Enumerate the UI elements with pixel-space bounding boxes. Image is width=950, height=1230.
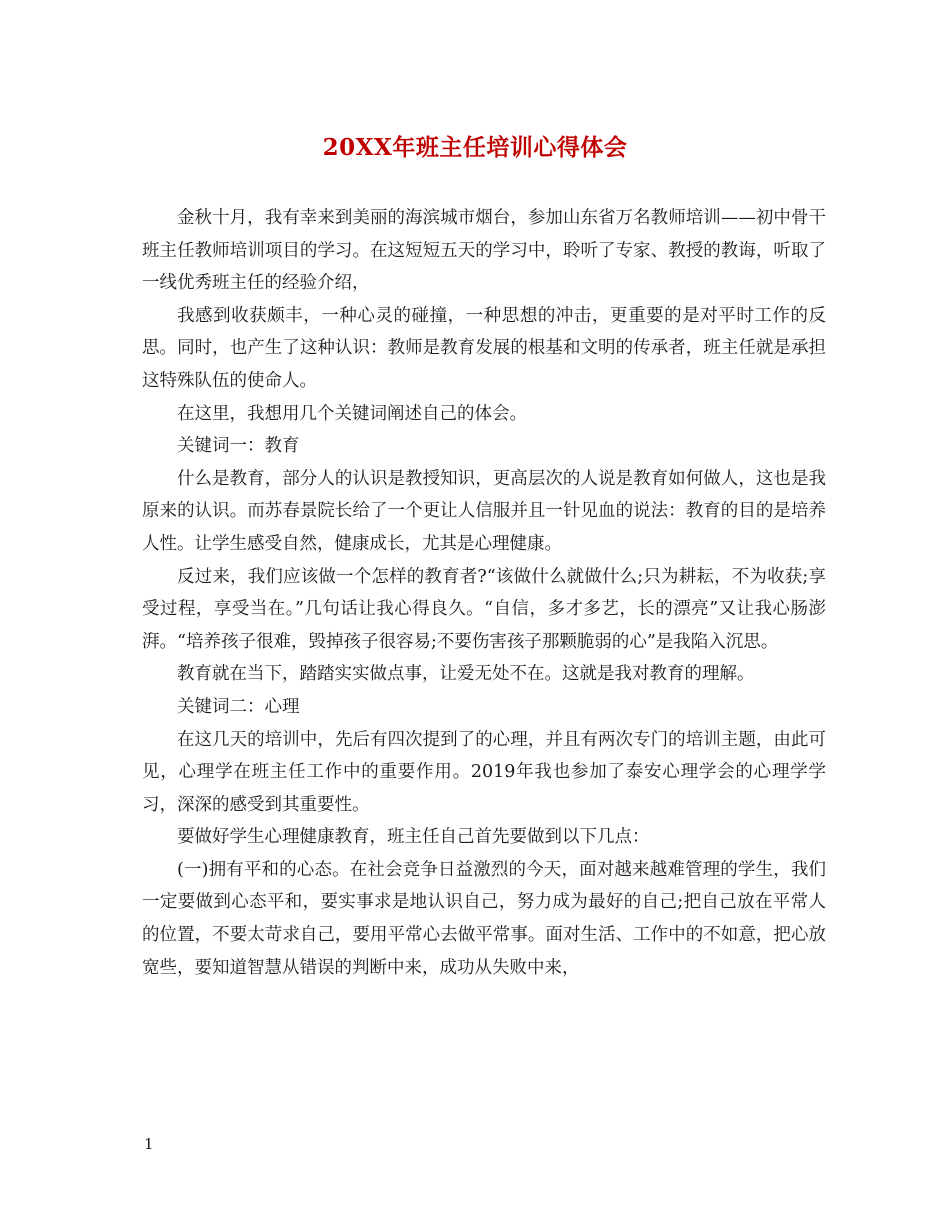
paragraph: (一)拥有平和的心态。在社会竞争日益激烈的今天，面对越来越难管理的学生，我们一定要做到心态平和，要实事求是地认识自己，努力成为最好的自己;把自己放在平常人的位置，不要太苛求自己，要用平常心去做平常事。面对生活、工作中的不如意，把心放宽些，要知道智慧从错误的判断中来，成功从失败中来， bbox=[142, 859, 826, 978]
paragraph: 在这几天的培训中，先后有四次提到了的心理，并且有两次专门的培训主题，由此可见，心理学在班主任工作中的重要作用。2019年我也参加了泰安心理学会的心理学学习，深深的感受到其重要性。 bbox=[142, 729, 826, 815]
paragraph: 反过来，我们应该做一个怎样的教育者?“该做什么就做什么;只为耕耘，不为收获;享受过程，享受当在。”几句话让我心得良久。“自信，多才多艺，长的漂亮”又让我心肠澎湃。“培养孩子很难，毁掉孩子很容易;不要伤害孩子那颗脆弱的心”是我陷入沉思。 bbox=[142, 566, 826, 652]
section-heading: 关键词一：教育 bbox=[177, 436, 300, 457]
section-heading: 关键词二：心理 bbox=[177, 696, 300, 717]
paragraph: 在这里，我想用几个关键词阐述自己的体会。 bbox=[177, 403, 527, 424]
paragraph: 教育就在当下，踏踏实实做点事，让爱无处不在。这就是我对教育的理解。 bbox=[177, 664, 755, 685]
paragraph: 我感到收获颇丰，一种心灵的碰撞，一种思想的冲击，更重要的是对平时工作的反思。同时，也产生了这种认识：教师是教育发展的根基和文明的传承者，班主任就是承担这特殊队伍的使命人。 bbox=[142, 305, 826, 391]
paragraph: 金秋十月，我有幸来到美丽的海滨城市烟台，参加山东省万名教师培训——初中骨干班主任教师培训项目的学习。在这短短五天的学习中，聆听了专家、教授的教诲，听取了一线优秀班主任的经验介绍， bbox=[142, 208, 826, 294]
document-title: 20XX年班主任培训心得体会 bbox=[322, 134, 628, 161]
paragraph: 什么是教育，部分人的认识是教授知识，更高层次的人说是教育如何做人，这也是我原来的认识。而苏春景院长给了一个更让人信服并且一针见血的说法：教育的目的是培养人性。让学生感受自然，健康成长，尤其是心理健康。 bbox=[142, 468, 826, 554]
paragraph: 要做好学生心理健康教育，班主任自己首先要做到以下几点： bbox=[177, 827, 650, 848]
document-body bbox=[142, 202, 826, 984]
page-number: 1 bbox=[144, 1135, 154, 1153]
